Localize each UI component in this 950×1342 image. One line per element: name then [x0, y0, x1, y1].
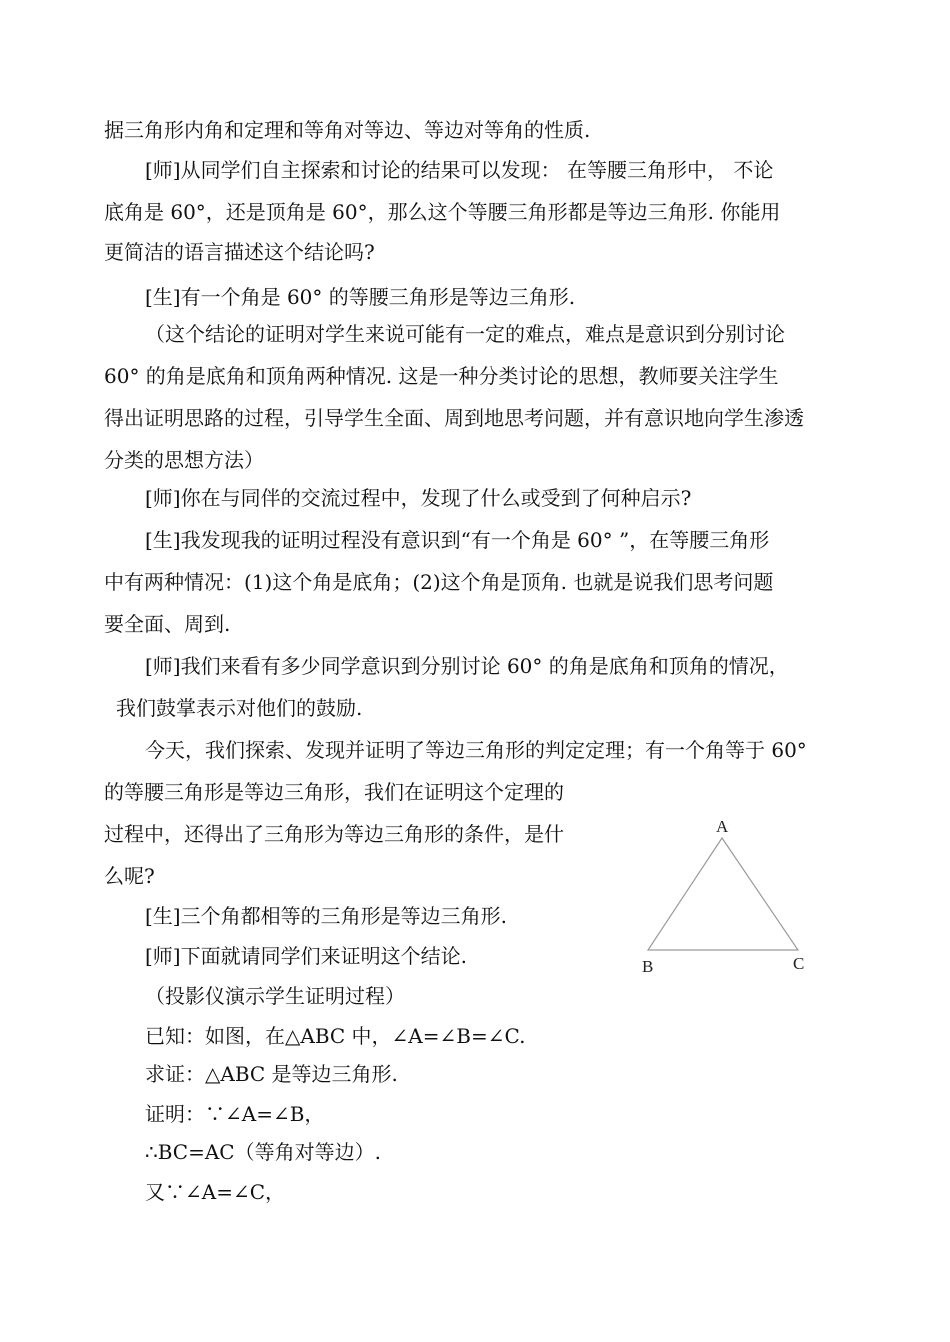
- text-line: 今天，我们探索、发现并证明了等边三角形的判定定理；有一个角等于 60°: [145, 738, 807, 762]
- text-line: [生]我发现我的证明过程没有意识到“有一个角是 60° ”，在等腰三角形: [145, 528, 770, 552]
- text-line: 据三角形内角和定理和等角对等边、等边对等角的性质.: [104, 118, 591, 142]
- text-line: 证明：∵∠A=∠B，: [145, 1102, 325, 1126]
- text-line: 过程中，还得出了三角形为等边三角形的条件，是什: [104, 822, 564, 846]
- text-line: [师]从同学们自主探索和讨论的结果可以发现： 在等腰三角形中， 不论: [145, 158, 774, 182]
- triangle-abc: [648, 838, 798, 950]
- text-line: 更简洁的语言描述这个结论吗?: [104, 240, 375, 264]
- text-line: 求证：△ABC 是等边三角形.: [145, 1062, 398, 1086]
- text-line: 得出证明思路的过程，引导学生全面、周到地思考问题，并有意识地向学生渗透: [104, 406, 804, 430]
- text-line: 已知：如图，在△ABC 中，∠A=∠B=∠C.: [145, 1024, 526, 1048]
- text-line: 我们鼓掌表示对他们的鼓励.: [116, 696, 363, 720]
- triangle-figure: [630, 812, 830, 982]
- text-line: [师]我们来看有多少同学意识到分别讨论 60° 的角是底角和顶角的情况，: [145, 654, 789, 678]
- text-line: [生]三个角都相等的三角形是等边三角形.: [145, 904, 507, 928]
- text-line: [师]你在与同伴的交流过程中，发现了什么或受到了何种启示?: [145, 486, 692, 510]
- text-line: [师]下面就请同学们来证明这个结论.: [145, 944, 467, 968]
- text-line: 又∵∠A=∠C，: [145, 1180, 286, 1204]
- text-line: （投影仪演示学生证明过程）: [145, 984, 405, 1008]
- text-line: （这个结论的证明对学生来说可能有一定的难点，难点是意识到分别讨论: [145, 322, 785, 346]
- text-line: ∴BC=AC（等角对等边）.: [145, 1140, 381, 1164]
- text-line: 60° 的角是底角和顶角两种情况. 这是一种分类讨论的思想，教师要关注学生: [104, 364, 779, 388]
- vertex-label-a: A: [716, 817, 729, 836]
- text-line: 的等腰三角形是等边三角形，我们在证明这个定理的: [104, 780, 564, 804]
- text-line: [生]有一个角是 60° 的等腰三角形是等边三角形.: [145, 285, 576, 309]
- vertex-label-c: C: [793, 954, 805, 973]
- text-line: 中有两种情况：(1)这个角是底角；(2)这个角是顶角. 也就是说我们思考问题: [104, 570, 774, 594]
- text-line: 么呢?: [104, 864, 155, 888]
- text-line: 分类的思想方法）: [104, 448, 264, 472]
- vertex-label-b: B: [642, 957, 654, 976]
- text-line: 要全面、周到.: [104, 612, 231, 636]
- text-line: 底角是 60°，还是顶角是 60°，那么这个等腰三角形都是等边三角形. 你能用: [104, 200, 781, 224]
